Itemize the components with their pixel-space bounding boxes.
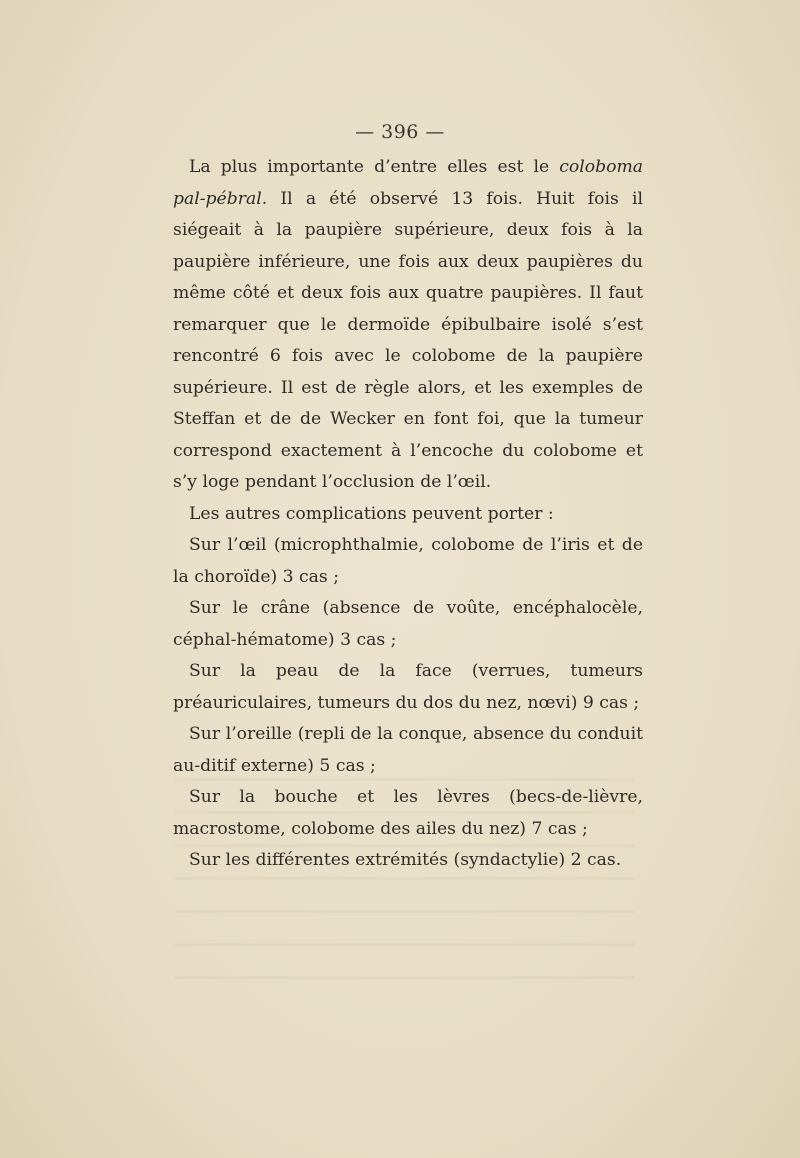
- paragraph-face-skin: Sur la peau de la face (verrues, tumeurs préauriculaires, tumeurs du dos du nez, nœvi) 9 cas ;: [173, 661, 643, 713]
- paragraph-coloboma-start: La plus importante d’entre elles est le: [189, 157, 560, 177]
- page-number: — 396 —: [355, 121, 445, 143]
- paragraph-mouth-lips: Sur la bouche et les lèvres (becs-de-lièvre, macrostome, colobome des ailes du nez) 7 cas ;: [173, 787, 643, 839]
- paragraph-coloboma-rest: . Il a été observé 13 fois. Huit fois il siégeait à la paupière supérieure, deux fois à la paupière inférieure, une fois aux deux paupières du même côté et deux fois aux quatre paupières. Il faut remarquer que le dermoïde épibulbaire isolé s’est rencontré 6 fois avec le colobome de la paupière supérieure. Il est de règle alors, et les exemples de Steffan et de de Wecker en font foi, que la tumeur correspond exactement à l’encoche du colobome et s’y loge pendant l’occlusion de l’œil.: [173, 188, 643, 492]
- term-coloboma-palpebral: coloboma pal-pébral: [173, 157, 643, 209]
- paragraph-skull: Sur le crâne (absence de voûte, encéphalocèle, céphal-hématome) 3 cas ;: [173, 598, 643, 650]
- paragraph-complications-intro: Les autres complications peuvent porter :: [189, 503, 554, 524]
- paragraph-eye: Sur l’œil (microphthalmie, colobome de l’iris et de la choroïde) 3 cas ;: [173, 535, 643, 587]
- paragraph-coloboma: [173, 152, 643, 499]
- paragraph-ear: Sur l’oreille (repli de la conque, absence du conduit au-ditif externe) 5 cas ;: [173, 724, 643, 776]
- body-text: [173, 152, 643, 877]
- paragraph-extremities: Sur les différentes extrémités (syndactylie) 2 cas.: [189, 850, 622, 870]
